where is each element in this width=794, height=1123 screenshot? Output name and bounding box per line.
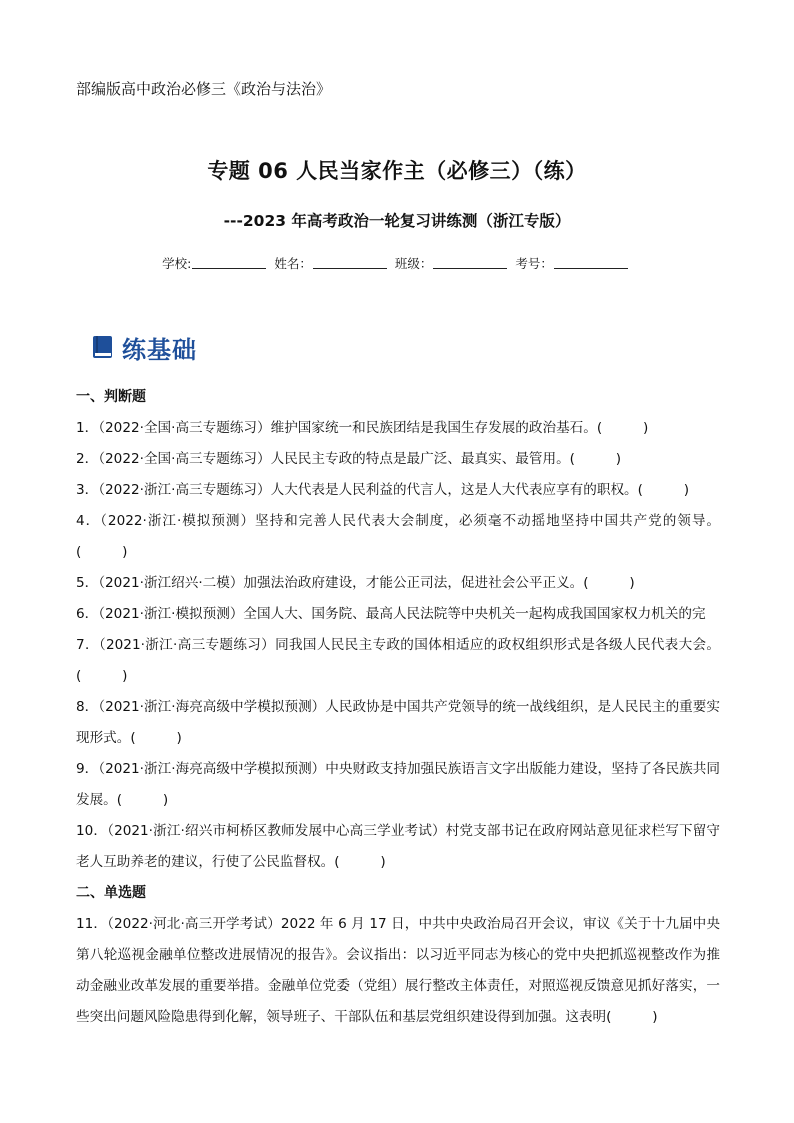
category-single-choice: 二、单选题 [76, 885, 146, 901]
question-3: 3．（2022·浙江·高三专题练习）人大代表是人民利益的代言人，这是人大代表应享有的职权。( ) [76, 482, 690, 498]
book-icon [90, 334, 116, 360]
student-info-fields [0, 253, 794, 275]
class-blank[interactable] [433, 254, 507, 269]
name-label: 姓名： [274, 256, 312, 271]
question-list [76, 382, 720, 1033]
question-7: 7．（2021·浙江·高三专题练习）同我国人民民主专政的国体相适应的政权组织形式是各级人民代表大会。( ) [76, 637, 720, 684]
category-judgement: 一、判断题 [76, 389, 146, 405]
school-blank[interactable] [192, 254, 266, 269]
question-2: 2．（2022·全国·高三专题练习）人民民主专政的特点是最广泛、最真实、最管用。( ) [76, 451, 622, 467]
page-title: 专题 06 人民当家作主（必修三）（练） [207, 159, 587, 183]
page-subtitle: ---2023 年高考政治一轮复习讲练测（浙江专版） [223, 212, 571, 230]
question-8: 8．（2021·浙江·海亮高级中学模拟预测）人民政协是中国共产党领导的统一战线组织，是人民民主的重要实现形式。( ) [76, 699, 720, 746]
series-title: 部编版高中政治必修三《政治与法治》 [76, 80, 332, 98]
question-4: 4．（2022·浙江·模拟预测）坚持和完善人民代表大会制度，必须毫不动摇地坚持中国共产党的领导。( ) [76, 513, 720, 560]
question-5: 5．（2021·浙江绍兴·二模）加强法治政府建设，才能公正司法，促进社会公平正义。( ) [76, 575, 635, 591]
school-label: 学校: [162, 256, 192, 271]
name-blank[interactable] [313, 254, 387, 269]
section-heading [90, 328, 197, 366]
question-9: 9．（2021·浙江·海亮高级中学模拟预测）中央财政支持加强民族语言文字出版能力建设，坚持了各民族共同发展。( ) [76, 761, 720, 808]
question-6: 6．（2021·浙江·模拟预测）全国人大、国务院、最高人民法院等中央机关一起构成我国国家权力机关的完 [76, 606, 706, 622]
question-11: 11．（2022·河北·高三开学考试）2022 年 6 月 17 日，中共中央政治局召开会议，审议《关于十九届中央第八轮巡视金融单位整改进展情况的报告》。会议指出：以习近平同志为核心的党中央把抓巡视整改作为推动金融业改革发展的重要举措。金融单位党委（党组）展行整改主体责任，对照巡视反馈意见抓好落实，一些突出问题风险隐患得到化解，领导班子、干部队伍和基层党组织建设得到加强。这表明( ) [76, 916, 720, 1025]
question-10: 10．（2021·浙江·绍兴市柯桥区教师发展中心高三学业考试）村党支部书记在政府网站意见征求栏写下留守老人互助养老的建议，行使了公民监督权。( ) [76, 823, 720, 870]
number-label: 考号： [515, 256, 553, 271]
question-1: 1．（2022·全国·高三专题练习）维护国家统一和民族团结是我国生存发展的政治基石。( ) [76, 420, 649, 436]
class-label: 班级： [394, 256, 433, 271]
number-blank[interactable] [554, 254, 628, 269]
section-heading-text: 练基础 [122, 335, 197, 364]
